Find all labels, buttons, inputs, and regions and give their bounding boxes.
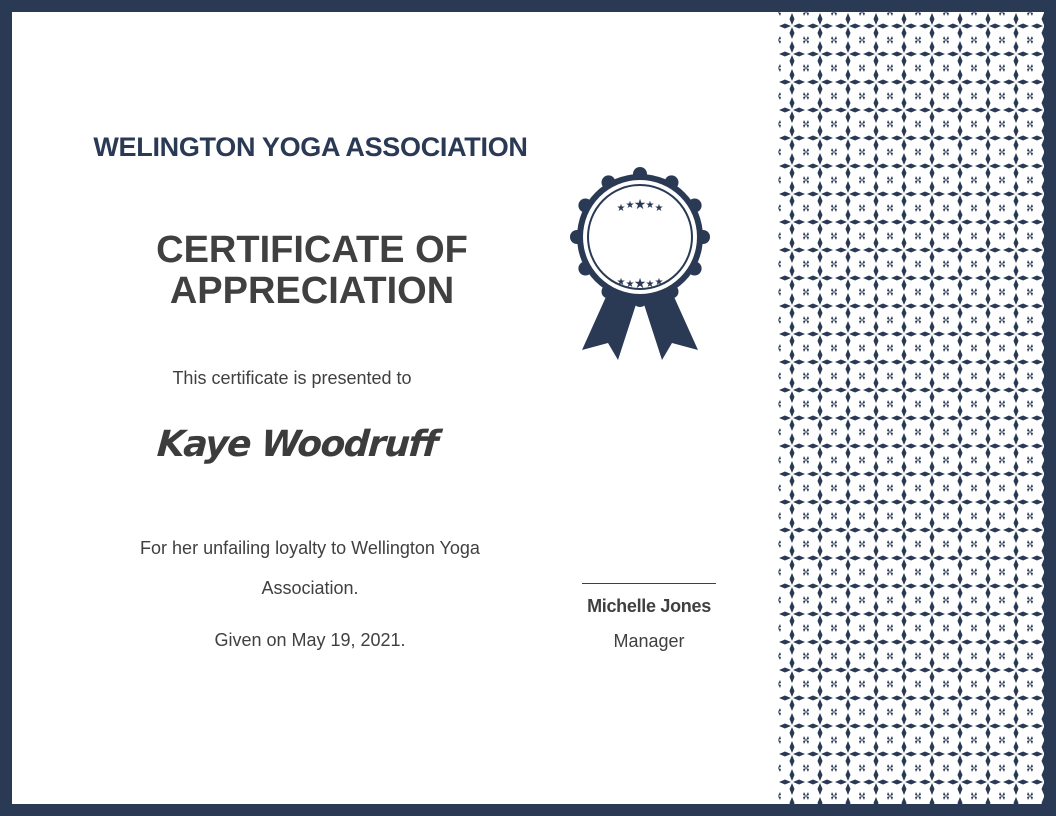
geometric-pattern-panel bbox=[778, 12, 1044, 804]
appreciation-reason: For her unfailing loyalty to Wellington Yoga Association. bbox=[140, 538, 480, 598]
given-date: Given on May 19, 2021. bbox=[214, 630, 406, 650]
svg-text:★: ★ bbox=[625, 279, 635, 290]
svg-text:★: ★ bbox=[654, 277, 664, 288]
svg-text:★: ★ bbox=[616, 203, 626, 214]
certificate-title: CERTIFICATE OF APPRECIATION bbox=[156, 229, 468, 312]
recipient-name: Kaye Woodruff bbox=[155, 424, 439, 465]
svg-text:★: ★ bbox=[645, 200, 655, 211]
signer-role: Manager bbox=[613, 631, 685, 651]
geometric-pattern bbox=[778, 12, 1044, 804]
svg-text:★: ★ bbox=[633, 276, 647, 292]
award-ribbon-icon bbox=[570, 167, 710, 367]
organization-name: WELINGTON YOGA ASSOCIATION bbox=[93, 132, 528, 162]
signature-line bbox=[582, 583, 716, 584]
svg-text:★: ★ bbox=[654, 203, 664, 214]
svg-text:★: ★ bbox=[633, 197, 647, 213]
signer-name: Michelle Jones bbox=[587, 596, 711, 616]
svg-text:★: ★ bbox=[616, 277, 626, 288]
presented-to-text: This certificate is presented to bbox=[172, 368, 412, 388]
svg-text:★: ★ bbox=[645, 279, 655, 290]
svg-text:★: ★ bbox=[625, 200, 635, 211]
